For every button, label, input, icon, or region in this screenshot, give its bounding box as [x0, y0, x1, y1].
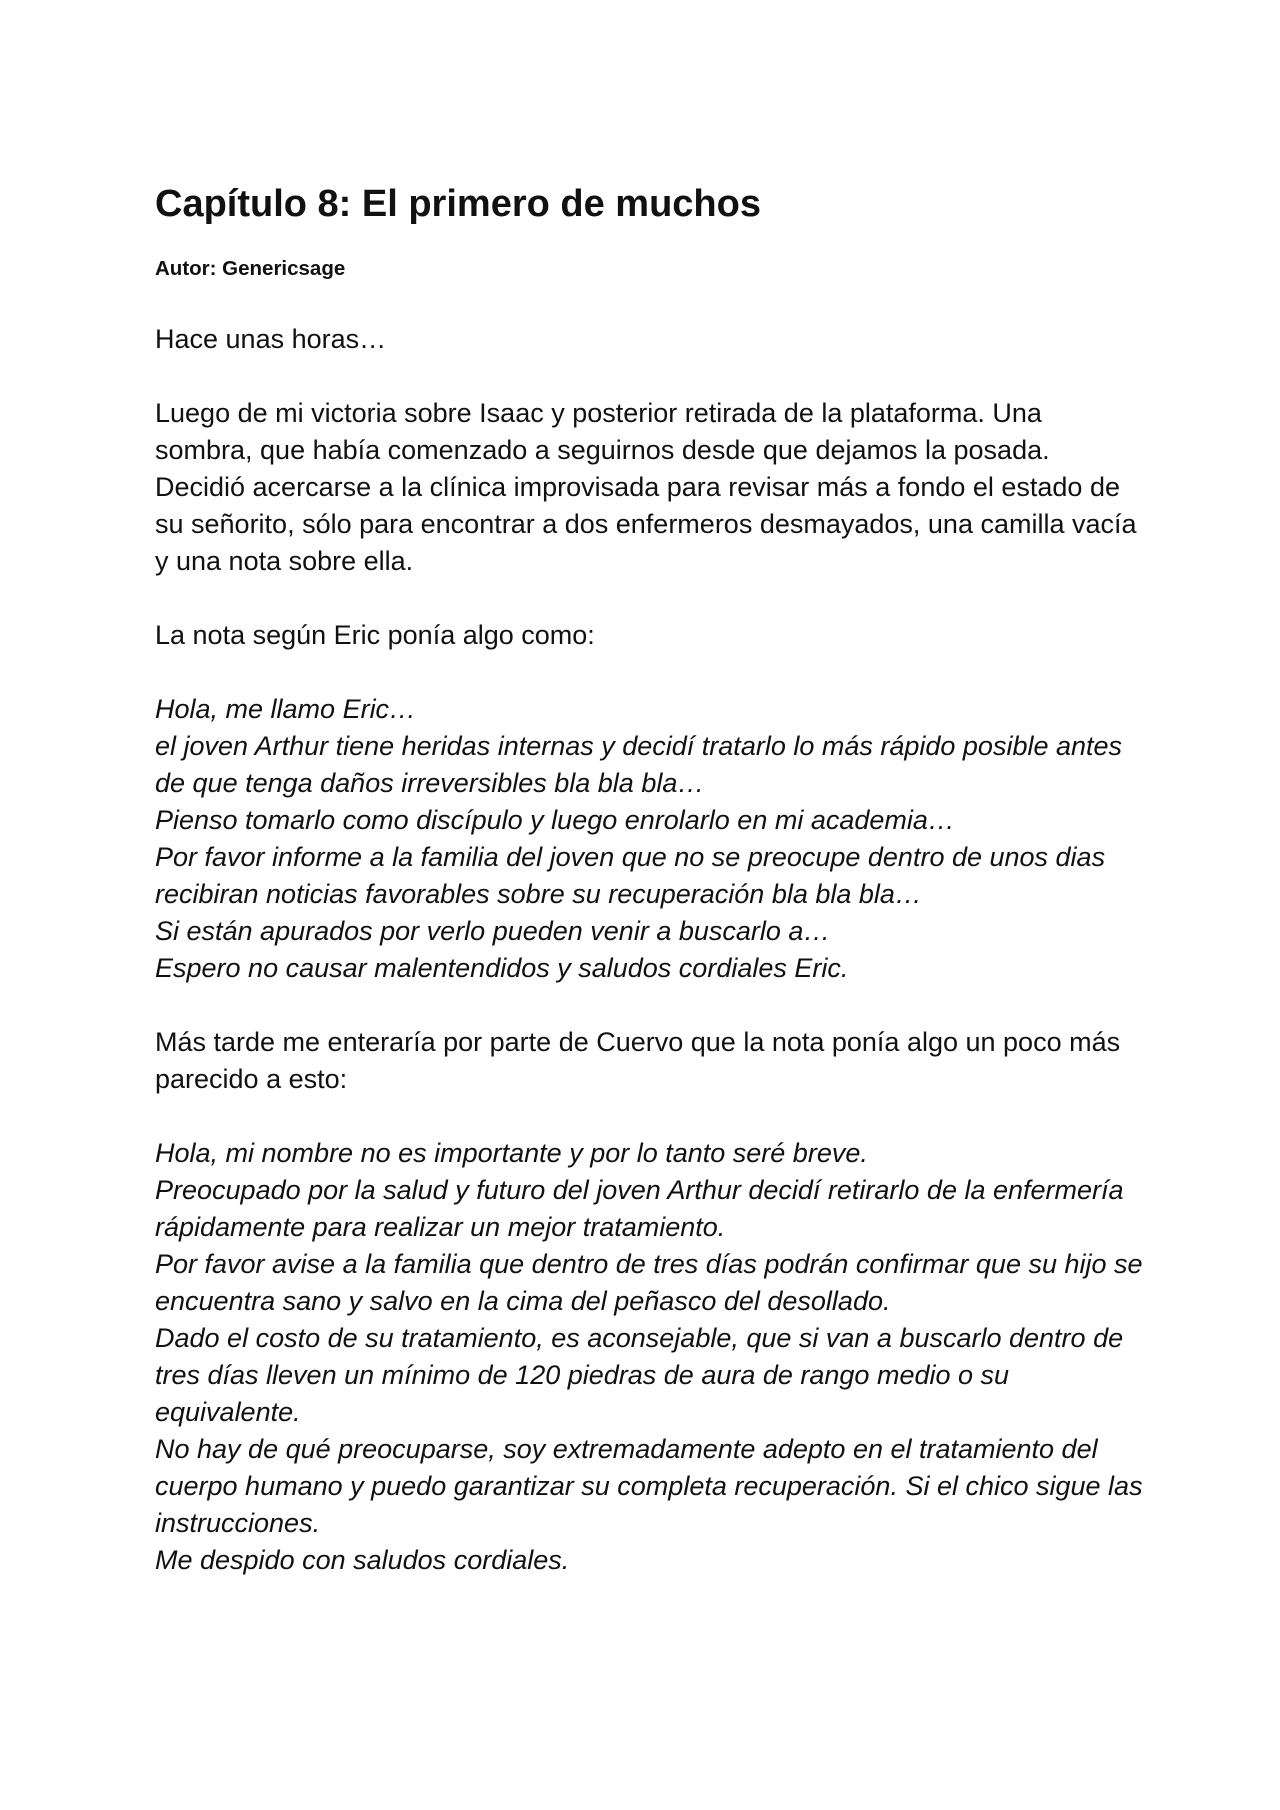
note-line: Si están apurados por verlo pueden venir a buscarlo a…: [155, 916, 831, 946]
note-cuervo-version: [155, 1135, 1145, 1579]
note-line: Dado el costo de su tratamiento, es aconsejable, que si van a buscarlo dentro de tres días lleven un mínimo de 120 piedras de aura de rango medio o su equivalente.: [155, 1323, 1124, 1427]
note-line: Hola, mi nombre no es importante y por lo tanto seré breve.: [155, 1138, 868, 1168]
note-line: Por favor avise a la familia que dentro de tres días podrán confirmar que su hijo se encuentra sano y salvo en la cima del peñasco del desollado.: [155, 1249, 1143, 1316]
paragraph: Hace unas horas…: [155, 324, 387, 354]
paragraph: Más tarde me enteraría por parte de Cuervo que la nota ponía algo un poco más parecido a esto:: [155, 1027, 1121, 1094]
note-line: Hola, me llamo Eric…: [155, 694, 417, 724]
chapter-body: [155, 321, 1145, 1616]
note-line: Preocupado por la salud y futuro del joven Arthur decidí retirarlo de la enfermería rápidamente para realizar un mejor tratamiento.: [155, 1175, 1124, 1242]
author-line: Autor: Genericsage: [155, 257, 346, 280]
note-line: No hay de qué preocuparse, soy extremadamente adepto en el tratamiento del cuerpo humano y puedo garantizar su completa recuperación. Si el chico sigue las instrucciones.: [155, 1434, 1143, 1538]
note-line: Pienso tomarlo como discípulo y luego enrolarlo en mi academia…: [155, 805, 955, 835]
note-line: Me despido con saludos cordiales.: [155, 1545, 570, 1575]
paragraph: Luego de mi victoria sobre Isaac y posterior retirada de la plataforma. Una sombra, que había comenzado a seguirnos desde que dejamos la posada. Decidió acercarse a la clínica improvisada para revisar más a fondo el estado de su señorito, sólo para encontrar a dos enfermeros desmayados, una camilla vacía y una nota sobre ella.: [155, 398, 1137, 576]
note-line: Por favor informe a la familia del joven que no se preocupe dentro de unos dias recibiran noticias favorables sobre su recuperación bla bla bla…: [155, 842, 1106, 909]
note-line: el joven Arthur tiene heridas internas y decidí tratarlo lo más rápido posible antes de que tenga daños irreversibles bla bla bla…: [155, 731, 1123, 798]
paragraph: La nota según Eric ponía algo como:: [155, 620, 595, 650]
note-line: Espero no causar malentendidos y saludos cordiales Eric.: [155, 953, 849, 983]
chapter-title: Capítulo 8: El primero de muchos: [155, 183, 761, 225]
note-eric-version: [155, 691, 1145, 987]
document-page: [155, 178, 1145, 1575]
